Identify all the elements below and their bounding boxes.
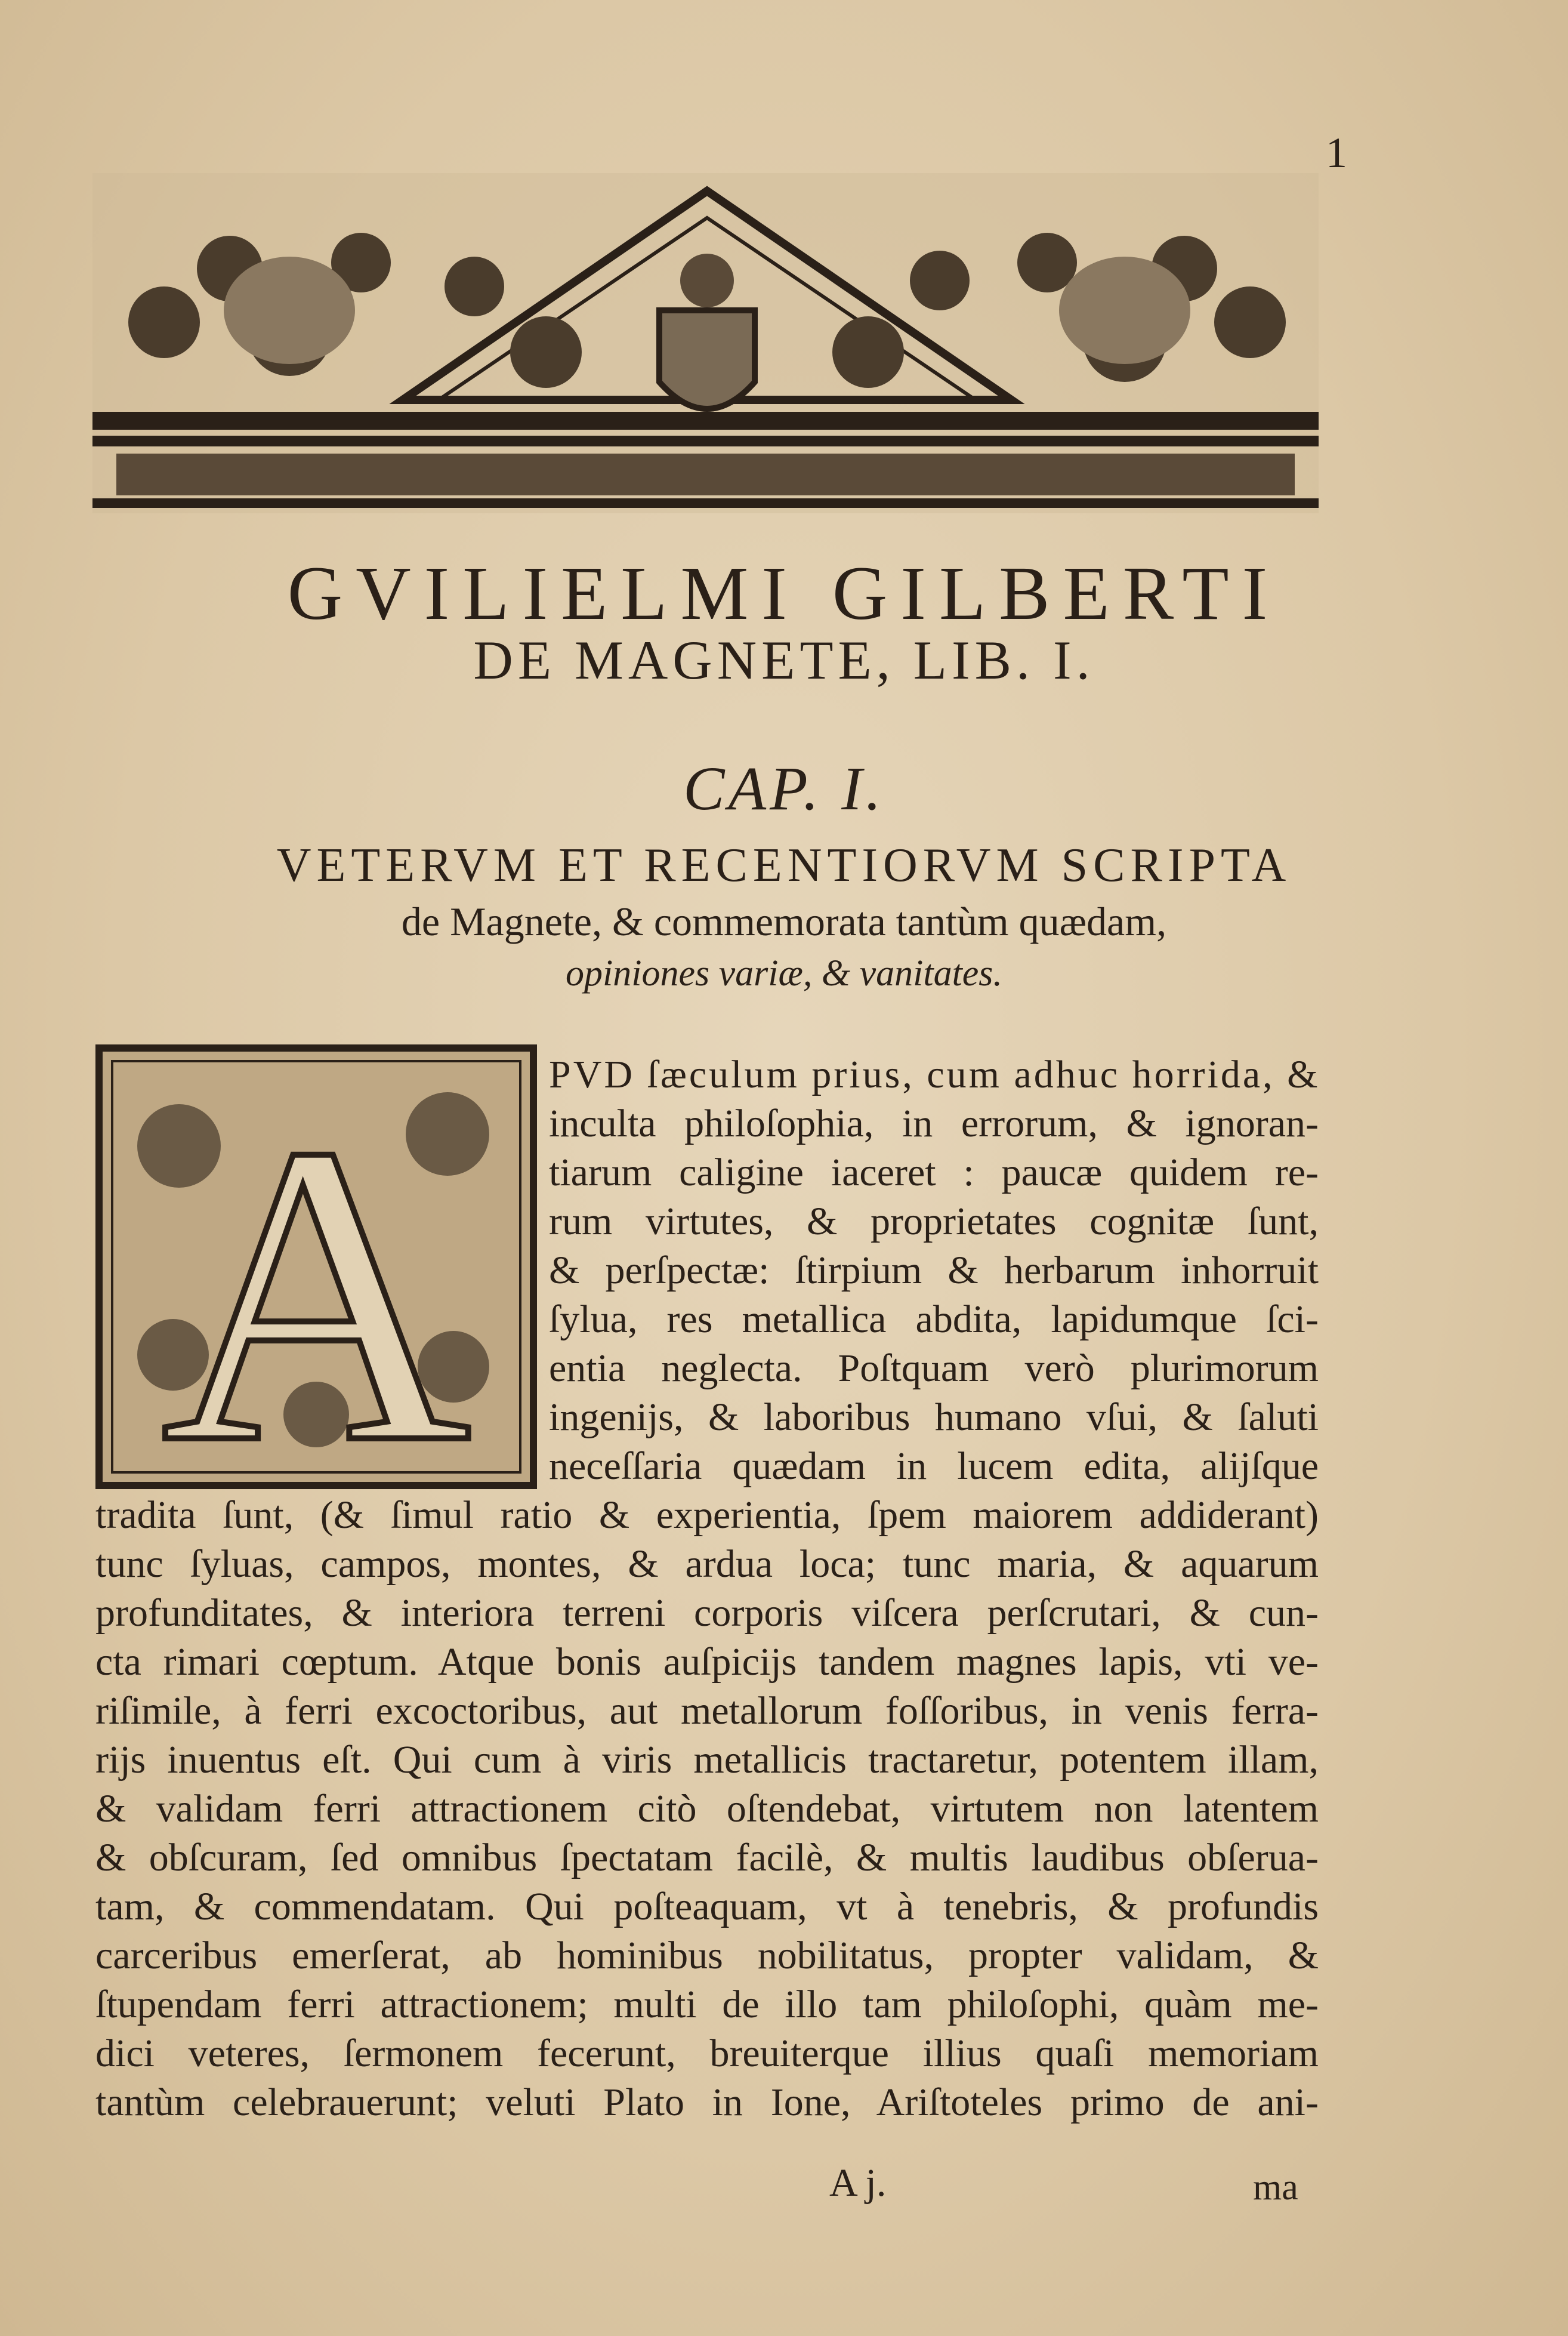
body-line: cta rimari cœptum. Atque bonis auſpicijs tandem magnes lapis, vti ve- [95, 1640, 1319, 1684]
body-line: tradita ſunt, (& ſimul ratio & experientia, ſpem maiorem addiderant) [95, 1493, 1319, 1537]
body-line: ingenijs, & laboribus humano vſui, & ſaluti [549, 1395, 1319, 1439]
body-line: tunc ſyluas, campos, montes, & ardua loca; tunc maria, & aquarum [95, 1542, 1319, 1586]
catchword: ma [1253, 2167, 1298, 2208]
body-line: tantùm celebrauerunt; veluti Plato in Ione, Ariſtoteles primo de ani- [95, 2081, 1319, 2124]
body-line: tiarum caligine iaceret : paucæ quidem re- [549, 1151, 1319, 1194]
body-line: rijs inuentus eſt. Qui cum à viris metallicis tractaretur, potentem illam, [95, 1738, 1319, 1782]
body-line: ſylua, res metallica abdita, lapidumque ſci- [549, 1298, 1319, 1341]
chapter-heading-line1: VETERVM ET RECENTIORVM SCRIPTA [276, 839, 1292, 892]
body-line: entia neglecta. Poſtquam verò plurimorum [549, 1346, 1319, 1390]
title-author: GVILIELMI GILBERTI [287, 551, 1281, 636]
body-line: rum virtutes, & proprietates cognitæ ſunt, [549, 1200, 1319, 1243]
title-work: DE MAGNETE, LIB. I. [473, 630, 1095, 691]
body-line: neceſſaria quædam in lucem edita, alijſque [549, 1444, 1319, 1488]
initial-letter-glyph: A [161, 1055, 471, 1489]
body-line: PVD ſæculum prius, cum adhuc horrida, & [549, 1053, 1320, 1096]
body-line: & validam ferri attractionem citò oſtendebat, virtutem non latentem [95, 1787, 1319, 1830]
chapter-label: CAP. I. [683, 754, 885, 823]
ornamental-headpiece-image [92, 173, 1319, 513]
body-line: & obſcuram, ſed omnibus ſpectatam facilè, & multis laudibus obſerua- [95, 1836, 1319, 1879]
decorated-initial-letter [95, 1044, 537, 1489]
body-line: profunditates, & interiora terreni corporis viſcera perſcrutari, & cun- [95, 1591, 1319, 1635]
body-line: ſtupendam ferri attractionem; multi de illo tam philoſophi, quàm me- [95, 1983, 1319, 2026]
chapter-heading-line3: opiniones variæ, & vanitates. [566, 953, 1002, 994]
body-line: riſimile, à ferri excoctoribus, aut metallorum foſſoribus, in venis ferra- [95, 1689, 1319, 1733]
signature-mark: A j. [829, 2161, 887, 2205]
body-line: & perſpectæ: ſtirpium & herbarum inhorruit [549, 1249, 1319, 1292]
page-number: 1 [1326, 129, 1347, 177]
body-line: tam, & commendatam. Qui poſteaquam, vt à tenebris, & profundis [95, 1885, 1319, 1928]
body-line: inculta philoſophia, in errorum, & ignoran- [549, 1102, 1319, 1145]
body-line: dici veteres, ſermonem fecerunt, breuiterque illius quaſi memoriam [95, 2032, 1319, 2075]
body-line: carceribus emerſerat, ab hominibus nobilitatus, propter validam, & [95, 1934, 1319, 1977]
chapter-heading-line2: de Magnete, & commemorata tantùm quædam, [401, 899, 1167, 944]
